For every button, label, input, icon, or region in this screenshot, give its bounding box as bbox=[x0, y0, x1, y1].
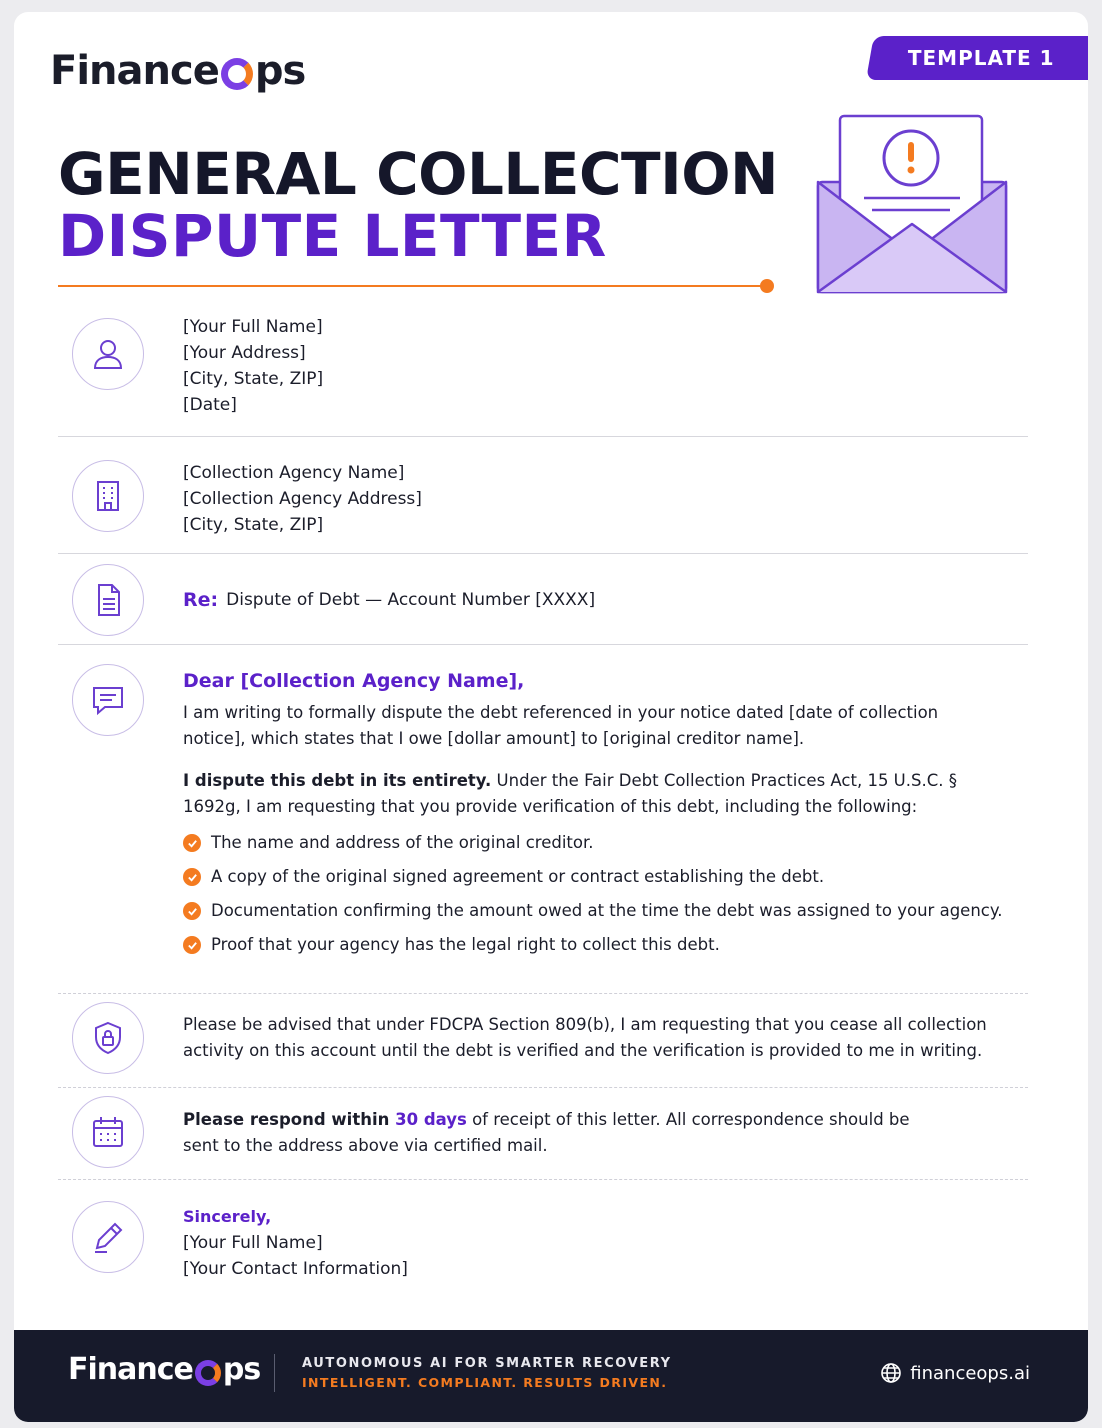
chat-icon bbox=[89, 681, 127, 719]
check-icon bbox=[183, 902, 201, 920]
template-badge: TEMPLATE 1 bbox=[866, 36, 1088, 80]
letter-page bbox=[14, 12, 1088, 1422]
footer-logo: Finance ps bbox=[68, 1352, 261, 1387]
letter-body bbox=[183, 668, 1003, 962]
footer-tagline: AUTONOMOUS AI FOR SMARTER RECOVERY bbox=[302, 1356, 672, 1371]
user-icon-circle bbox=[72, 318, 144, 390]
envelope-alert-icon bbox=[814, 112, 1010, 296]
shield-icon-circle bbox=[72, 1002, 144, 1074]
page-title-line1: GENERAL COLLECTION bbox=[58, 140, 779, 208]
calendar-icon bbox=[89, 1113, 127, 1151]
intro-paragraph: I am writing to formally dispute the debt referenced in your notice dated [date of collection notice], which states that I owe [dollar amount] to [original creditor name]. bbox=[183, 703, 939, 748]
document-icon bbox=[89, 581, 127, 619]
list-item: Proof that your agency has the legal right to collect this debt. bbox=[183, 928, 1003, 962]
divider bbox=[58, 1087, 1028, 1088]
check-icon bbox=[183, 834, 201, 852]
cease-paragraph: Please be advised that under FDCPA Section 809(b), I am requesting that you cease all collection activity on this account until the debt is verified and the verification is provided to me in writing. bbox=[183, 1015, 987, 1060]
divider bbox=[58, 1179, 1028, 1180]
website-link[interactable]: financeops.ai bbox=[880, 1362, 1030, 1384]
pen-icon-circle bbox=[72, 1201, 144, 1273]
page-title-line2: DISPUTE LETTER bbox=[58, 202, 607, 270]
greeting: Dear [Collection Agency Name], bbox=[183, 670, 525, 692]
footer-divider bbox=[274, 1354, 275, 1392]
check-icon bbox=[183, 936, 201, 954]
financeops-logo: Finance ps bbox=[50, 48, 306, 94]
verification-list bbox=[183, 826, 1003, 962]
building-icon bbox=[89, 477, 127, 515]
title-underline-dot bbox=[760, 279, 774, 293]
divider bbox=[58, 993, 1028, 994]
sender-block: [Your Full Name] [Your Address] [City, State, ZIP] [Date] bbox=[183, 317, 324, 415]
check-icon bbox=[183, 868, 201, 886]
recipient-block: [Collection Agency Name] [Collection Agency Address] [City, State, ZIP] bbox=[183, 463, 422, 535]
logo-o-ring-icon bbox=[221, 58, 253, 90]
list-item: The name and address of the original creditor. bbox=[183, 826, 1003, 860]
closing-block: Sincerely, [Your Full Name] [Your Contact Information] bbox=[183, 1204, 408, 1282]
pen-icon bbox=[89, 1218, 127, 1256]
building-icon-circle bbox=[72, 460, 144, 532]
chat-icon-circle bbox=[72, 664, 144, 736]
respond-paragraph: Please respond within 30 days of receipt of this letter. All correspondence should be sent to the address above via certified mail. bbox=[183, 1110, 910, 1155]
calendar-icon-circle bbox=[72, 1096, 144, 1168]
title-underline bbox=[58, 285, 764, 287]
globe-icon bbox=[880, 1362, 902, 1384]
user-icon bbox=[89, 335, 127, 373]
sincerely: Sincerely, bbox=[183, 1207, 272, 1226]
footer-subtagline: INTELLIGENT. COMPLIANT. RESULTS DRIVEN. bbox=[302, 1375, 668, 1390]
divider bbox=[58, 436, 1028, 437]
list-item: A copy of the original signed agreement or contract establishing the debt. bbox=[183, 860, 1003, 894]
footer bbox=[14, 1330, 1088, 1422]
shield-lock-icon bbox=[89, 1019, 127, 1057]
document-icon-circle bbox=[72, 564, 144, 636]
list-item: Documentation confirming the amount owed at the time the debt was assigned to your agency. bbox=[183, 894, 1003, 928]
divider bbox=[58, 553, 1028, 554]
dispute-paragraph: I dispute this debt in its entirety. Under the Fair Debt Collection Practices Act, 15 U.S.C. § 1692g, I am requesting that you provide verification of this debt, including the following: bbox=[183, 771, 957, 816]
divider bbox=[58, 644, 1028, 645]
logo-o-ring-icon bbox=[195, 1360, 221, 1386]
re-line: Re: Dispute of Debt — Account Number [XXXX] bbox=[183, 589, 596, 611]
